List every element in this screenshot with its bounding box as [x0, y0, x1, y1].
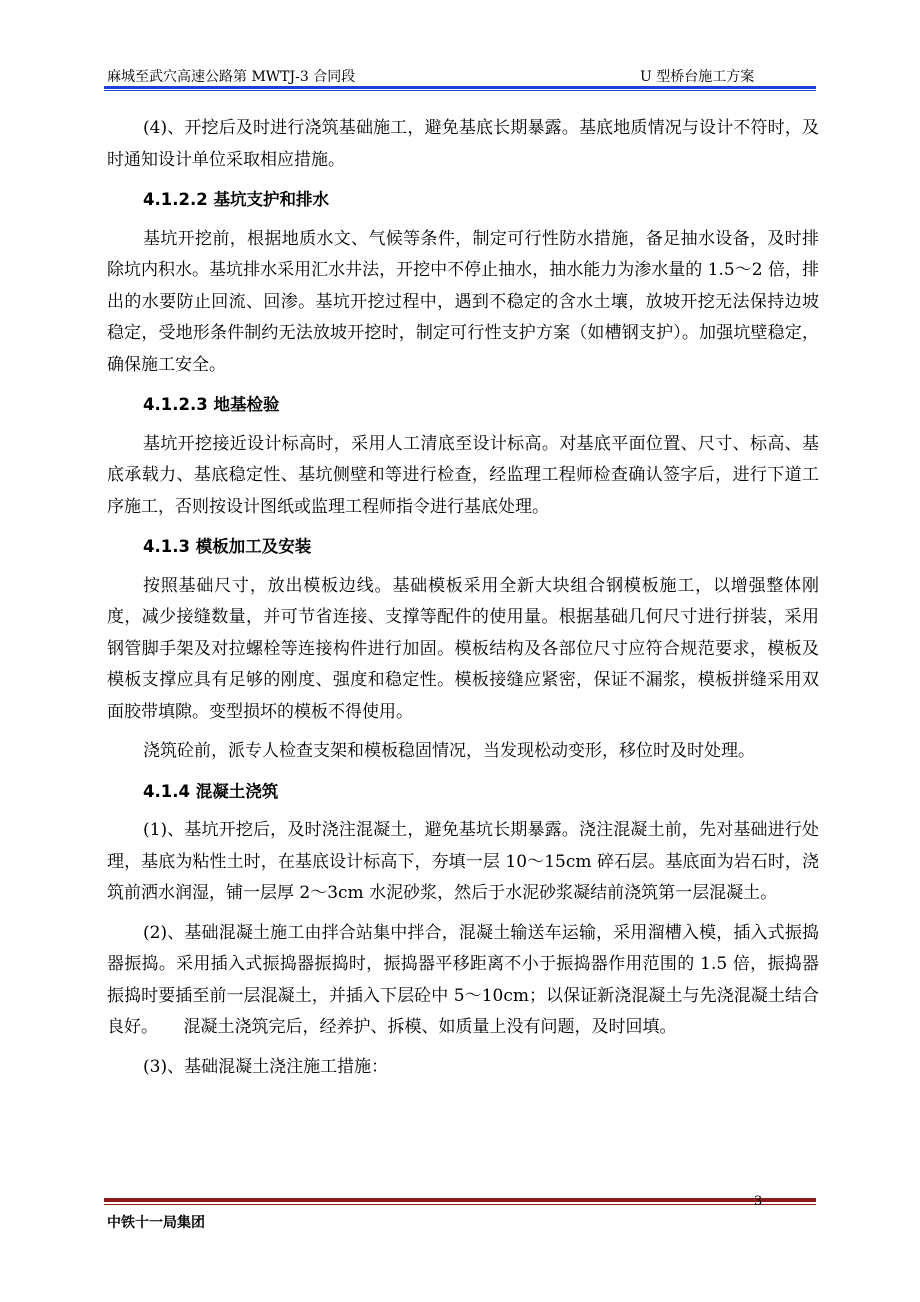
section-heading-4-1-2-2: 4.1.2.2 基坑支护和排水 — [143, 190, 329, 209]
paragraph-pit-support-drainage: 基坑开挖前，根据地质水文、气候等条件，制定可行性防水措施，备足抽水设备，及时排除坑内积水。基坑排水采用汇水井法，开挖中不停止抽水，抽水能力为渗水量的 1.5～2 倍，排出的水要防止回流、回渗。基坑开挖过程中，遇到不稳定的含水土壤，放坡开挖无法保持边坡稳定，受地形条件制约无法放坡开挖时，制定可行性支护方案（如槽钢支护）。加强坑壁稳定，确保施工安全。 — [107, 228, 819, 375]
footer-company-name: 中铁十一局集团 — [107, 1215, 205, 1231]
footer-divider — [104, 1198, 816, 1202]
header-project-title: 麻城至武穴高速公路第 MWTJ-3 合同段 — [107, 69, 356, 85]
header-divider-thin — [104, 90, 816, 91]
paragraph-4-excavation: (4)、开挖后及时进行浇筑基础施工，避免基底长期暴露。基底地质情况与设计不符时，及时通知设计单位采取相应措施。 — [107, 118, 819, 170]
paragraph-concrete-2: (2)、基础混凝土施工由拌合站集中拌合，混凝土输送车运输，采用溜槽入模，插入式振捣器振捣。采用插入式振捣器振捣时，振捣器平移距离不小于振捣器作用范围的 1.5 倍，振捣器振捣时要插至前一层混凝土，并插入下层砼中 5～10cm；以保证新浇混凝土与先浇混凝土结合良好。 混凝土浇筑完后，经养护、拆模、如质量上没有问题，及时回填。 — [107, 922, 819, 1037]
paragraph-concrete-3: (3)、基础混凝土浇注施工措施： — [143, 1056, 389, 1077]
paragraph-foundation-inspection: 基坑开挖接近设计标高时，采用人工清底至设计标高。对基底平面位置、尺寸、标高、基底承载力、基底稳定性、基坑侧壁和等进行检查，经监理工程师检查确认签字后，进行下道工序施工，否则按设计图纸或监理工程师指令进行基底处理。 — [107, 433, 819, 517]
page-number: 3 — [754, 1194, 763, 1209]
paragraph-formwork-check: 浇筑砼前，派专人检查支架和模板稳固情况，当发现松动变形，移位时及时处理。 — [143, 741, 755, 761]
header-divider — [104, 86, 816, 89]
paragraph-formwork: 按照基础尺寸，放出模板边线。基础模板采用全新大块组合钢模板施工，以增强整体刚度，减少接缝数量，并可节省连接、支撑等配件的使用量。根据基础几何尺寸进行拼装，采用钢管脚手架及对拉螺栓等连接构件进行加固。模板结构及各部位尺寸应符合规范要求，模板及模板支撑应具有足够的刚度、强度和稳定性。模板接缝应紧密，保证不漏浆，模板拼缝采用双面胶带填隙。变型损坏的模板不得使用。 — [107, 575, 819, 722]
section-heading-4-1-4: 4.1.4 混凝土浇筑 — [143, 781, 279, 801]
document-body — [107, 113, 819, 1091]
section-heading-4-1-2-3: 4.1.2.3 地基检验 — [143, 395, 280, 414]
paragraph-concrete-1: (1)、基坑开挖后，及时浇注混凝土，避免基坑长期暴露。浇注混凝土前，先对基础进行处理，基底为粘性土时，在基底设计标高下，夯填一层 10～15cm 碎石层。基底面为岩石时，浇筑前洒水润湿，铺一层厚 2～3cm 水泥砂浆，然后于水泥砂浆凝结前浇筑第一层混凝土。 — [107, 820, 819, 903]
footer-divider-thin — [104, 1204, 816, 1205]
section-heading-4-1-3: 4.1.3 模板加工及安装 — [143, 537, 312, 556]
header-document-title: U 型桥台施工方案 — [640, 69, 755, 85]
